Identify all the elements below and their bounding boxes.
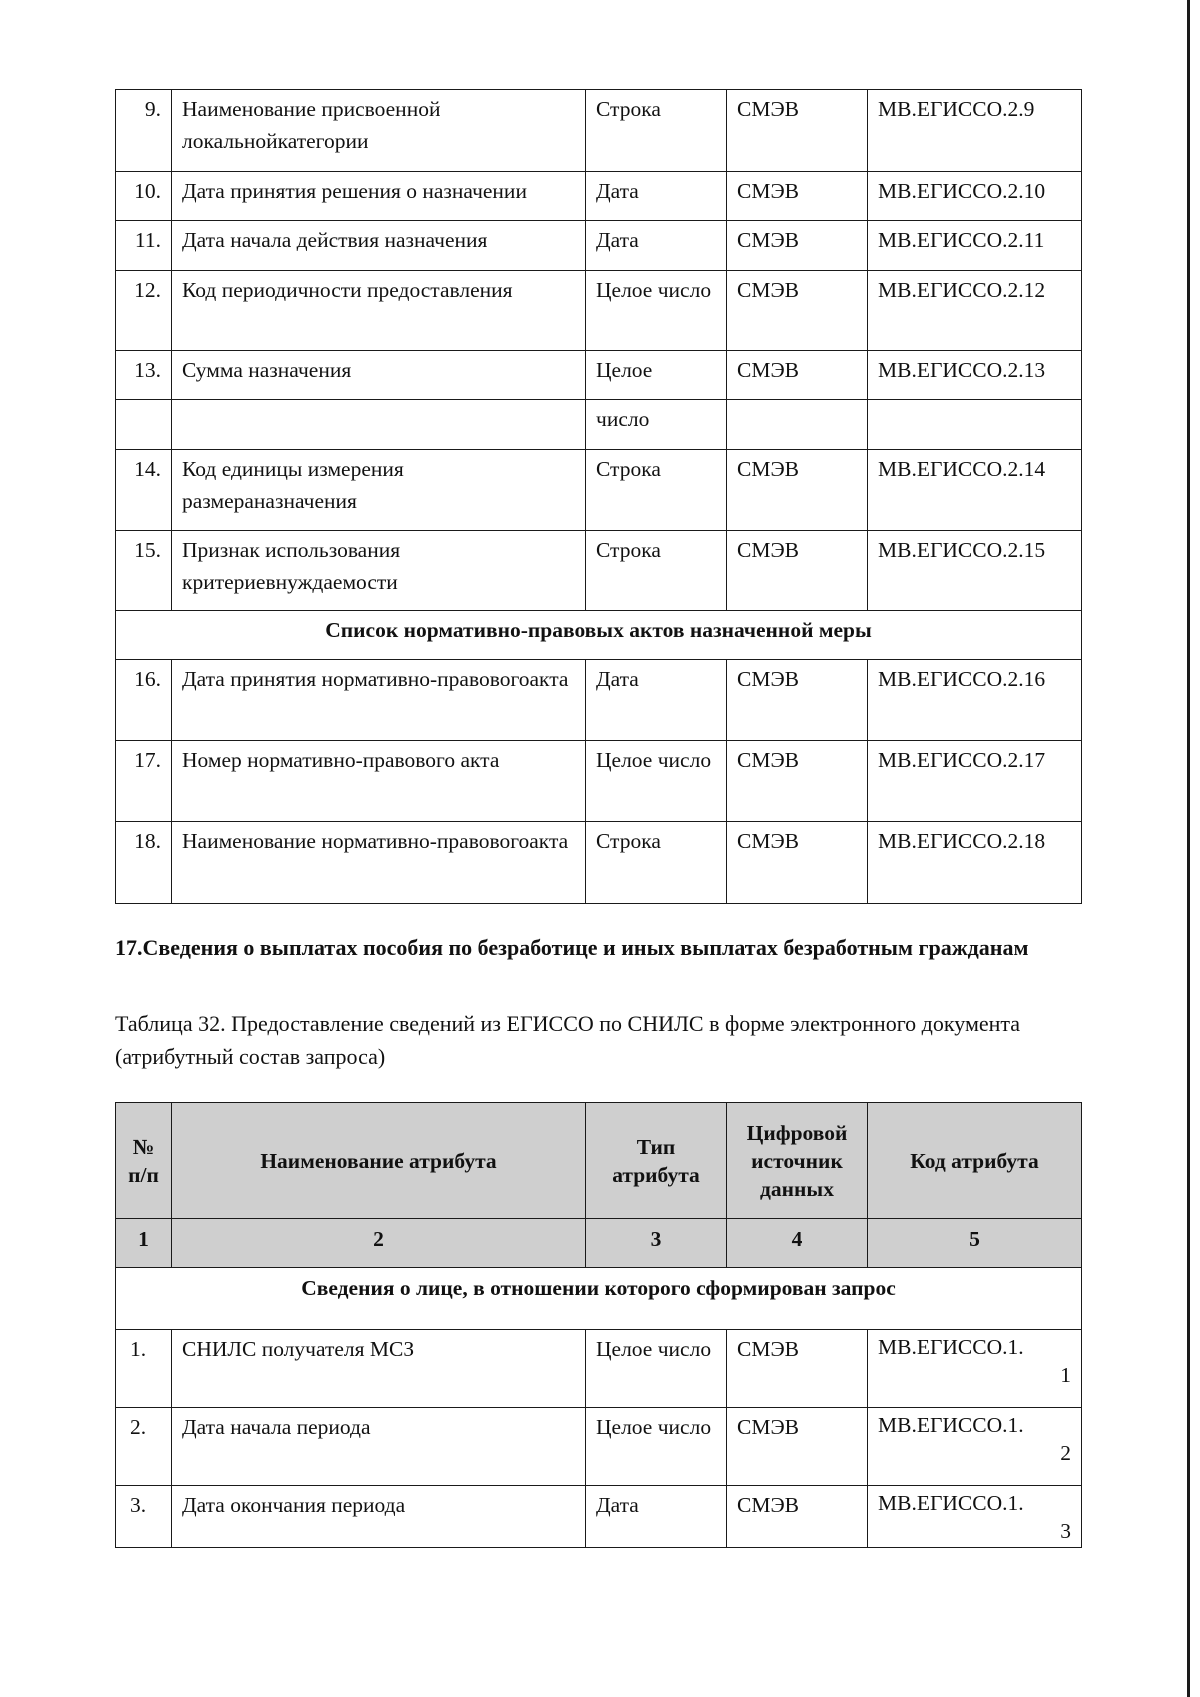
header-cell: Тип атрибута <box>586 1103 727 1219</box>
table-row: 18. Наименование нормативно-правовогоакта Строка СМЭВ МВ.ЕГИССО.2.18 <box>116 822 1082 904</box>
header-cell: Код атрибута <box>868 1103 1082 1219</box>
table-header-row <box>116 1103 1082 1219</box>
table-row: 14. Код единицы измерения размераназначения Строка СМЭВ МВ.ЕГИССО.2.14 <box>116 450 1082 531</box>
request-attributes-table <box>115 1102 1082 1548</box>
header-number-row: 1 2 3 4 5 <box>116 1219 1082 1268</box>
table-row: число <box>116 400 1082 450</box>
header-cell: Наименование атрибута <box>172 1103 586 1219</box>
table-row: 11. Дата начала действия назначения Дата СМЭВ МВ.ЕГИССО.2.11 <box>116 221 1082 271</box>
table-row: 16. Дата принятия нормативно-правовогоакта Дата СМЭВ МВ.ЕГИССО.2.16 <box>116 660 1082 741</box>
header-cell: Цифровой источник данных <box>727 1103 868 1219</box>
attributes-table-continued <box>115 89 1082 904</box>
section-row: Список нормативно-правовых актов назначенной меры <box>116 611 1082 660</box>
table-row: 15. Признак использования критериевнуждаемости Строка СМЭВ МВ.ЕГИССО.2.15 <box>116 531 1082 611</box>
table-row: 3. Дата окончания периода Дата СМЭВ МВ.ЕГИССО.1. 3 <box>116 1486 1082 1548</box>
table-row: 10. Дата принятия решения о назначении Дата СМЭВ МВ.ЕГИССО.2.10 <box>116 172 1082 221</box>
section-row: Сведения о лице, в отношении которого сформирован запрос <box>116 1268 1082 1330</box>
header-cell: № п/п <box>116 1103 172 1219</box>
table-row: 9. Наименование присвоенной локальнойкатегории Строка СМЭВ МВ.ЕГИССО.2.9 <box>116 90 1082 172</box>
section-heading: 17.Сведения о выплатах пособия по безработице и иных выплатах безработным гражданам <box>115 935 1029 960</box>
table-row: 12. Код периодичности предоставления Целое число СМЭВ МВ.ЕГИССО.2.12 <box>116 271 1082 351</box>
table-row: 2. Дата начала периода Целое число СМЭВ МВ.ЕГИССО.1. 2 <box>116 1408 1082 1486</box>
table-row: 1. СНИЛС получателя МСЗ Целое число СМЭВ МВ.ЕГИССО.1. 1 <box>116 1330 1082 1408</box>
page-edge-shadow <box>1187 0 1190 1697</box>
table-row: 13. Сумма назначения Целое СМЭВ МВ.ЕГИССО.2.13 <box>116 351 1082 400</box>
table-row: 17. Номер нормативно-правового акта Целое число СМЭВ МВ.ЕГИССО.2.17 <box>116 741 1082 822</box>
table-caption: Таблица 32. Предоставление сведений из ЕГИССО по СНИЛС в форме электронного документа (атрибутный состав запроса) <box>115 1011 1021 1069</box>
